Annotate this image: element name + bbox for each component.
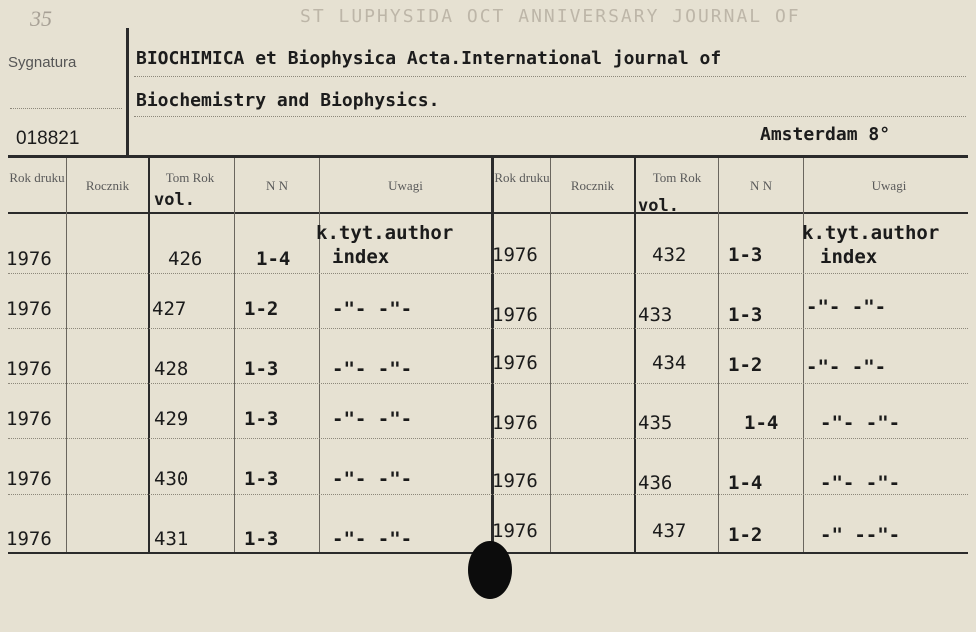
vol-label: vol. bbox=[154, 190, 195, 210]
sygnatura-divider bbox=[126, 28, 129, 156]
cell-remarks: -"- -"- bbox=[332, 358, 413, 380]
header-nn: N N bbox=[749, 178, 773, 193]
cell-vol: 432 bbox=[652, 244, 687, 266]
cell-year: 1976 bbox=[492, 412, 538, 434]
cell-vol: 434 bbox=[652, 352, 687, 374]
cell-remarks: -"- -"- bbox=[820, 412, 901, 434]
table-top-rule bbox=[8, 155, 968, 158]
cell-nn: 1-3 bbox=[244, 408, 279, 430]
row-separator bbox=[8, 273, 968, 274]
header-rocznik: Rocznik bbox=[570, 178, 615, 193]
cell-nn: 1-3 bbox=[244, 468, 279, 490]
cell-nn: 1-2 bbox=[728, 354, 763, 376]
col-rule bbox=[718, 158, 719, 552]
cell-vol: 429 bbox=[154, 408, 189, 430]
cell-nn: 1-3 bbox=[728, 304, 763, 326]
cell-remarks: -"- -"- bbox=[806, 356, 887, 378]
cell-remarks: k.tyt.author bbox=[316, 222, 454, 244]
header-rok-druku: Rok druku bbox=[494, 170, 550, 185]
cell-nn: 1-4 bbox=[256, 248, 291, 270]
cell-vol: 427 bbox=[152, 298, 187, 320]
col-rule bbox=[634, 158, 636, 552]
cell-year: 1976 bbox=[492, 470, 538, 492]
title-line-1: BIOCHIMICA et Biophysica Acta.International journal of bbox=[136, 48, 722, 69]
ghost-text: ST LUPHYSIDA OCT ANNIVERSARY JOURNAL OF bbox=[300, 6, 801, 27]
title-dotted-line-1 bbox=[134, 76, 966, 77]
col-rule bbox=[234, 158, 235, 552]
cell-vol: 436 bbox=[638, 472, 673, 494]
cell-year: 1976 bbox=[6, 408, 52, 430]
header-rok-druku: Rok druku bbox=[9, 170, 65, 185]
cell-year: 1976 bbox=[492, 352, 538, 374]
cell-remarks: index bbox=[332, 246, 390, 268]
punch-hole bbox=[468, 541, 512, 599]
cell-nn: 1-3 bbox=[244, 528, 279, 550]
cell-vol: 430 bbox=[154, 468, 189, 490]
cell-year: 1976 bbox=[6, 248, 52, 270]
row-separator bbox=[8, 494, 968, 495]
place-format: Amsterdam 8° bbox=[760, 124, 891, 145]
row-separator bbox=[8, 328, 968, 329]
cell-remarks: index bbox=[820, 246, 878, 268]
header-nn: N N bbox=[265, 178, 289, 193]
cell-vol: 426 bbox=[168, 248, 203, 270]
col-rule bbox=[66, 158, 67, 552]
cell-remarks: k.tyt.author bbox=[802, 222, 940, 244]
cell-nn: 1-2 bbox=[728, 524, 763, 546]
sygnatura-dotted-line bbox=[10, 108, 122, 109]
cell-nn: 1-2 bbox=[244, 298, 279, 320]
cell-vol: 433 bbox=[638, 304, 673, 326]
col-rule bbox=[148, 158, 150, 552]
cell-remarks: -"- -"- bbox=[332, 528, 413, 550]
cell-year: 1976 bbox=[6, 468, 52, 490]
cell-year: 1976 bbox=[492, 244, 538, 266]
row-separator bbox=[8, 383, 968, 384]
cell-year: 1976 bbox=[6, 358, 52, 380]
cell-remarks: -"- -"- bbox=[332, 298, 413, 320]
cell-year: 1976 bbox=[492, 304, 538, 326]
vol-label: vol. bbox=[638, 196, 679, 216]
cell-nn: 1-4 bbox=[744, 412, 779, 434]
col-rule bbox=[803, 158, 804, 552]
header-tom-rok: Tom Rok bbox=[652, 170, 702, 185]
cell-nn: 1-3 bbox=[244, 358, 279, 380]
header-rocznik: Rocznik bbox=[85, 178, 130, 193]
cell-year: 1976 bbox=[6, 528, 52, 550]
cell-vol: 437 bbox=[652, 520, 687, 542]
header-tom-rok: Tom Rok bbox=[165, 170, 215, 185]
header-bottom-rule bbox=[8, 212, 968, 214]
cell-nn: 1-3 bbox=[728, 244, 763, 266]
sygnatura-value: 018821 bbox=[16, 128, 80, 149]
cell-vol: 435 bbox=[638, 412, 673, 434]
cell-remarks: -" --"- bbox=[820, 524, 901, 546]
title-dotted-line-2 bbox=[134, 116, 966, 117]
pencil-number: 35 bbox=[30, 6, 52, 31]
cell-remarks: -"- -"- bbox=[806, 296, 887, 318]
sygnatura-label: Sygnatura bbox=[8, 54, 77, 71]
header-uwagi: Uwagi bbox=[388, 178, 423, 193]
col-rule bbox=[319, 158, 320, 552]
cell-remarks: -"- -"- bbox=[332, 408, 413, 430]
col-rule bbox=[550, 158, 551, 552]
cell-remarks: -"- -"- bbox=[820, 472, 901, 494]
cell-year: 1976 bbox=[6, 298, 52, 320]
cell-vol: 428 bbox=[154, 358, 189, 380]
row-separator bbox=[8, 438, 968, 439]
title-line-2: Biochemistry and Biophysics. bbox=[136, 90, 440, 111]
cell-nn: 1-4 bbox=[728, 472, 763, 494]
cell-remarks: -"- -"- bbox=[332, 468, 413, 490]
cell-year: 1976 bbox=[492, 520, 538, 542]
cell-vol: 431 bbox=[154, 528, 189, 550]
header-uwagi: Uwagi bbox=[871, 178, 907, 193]
